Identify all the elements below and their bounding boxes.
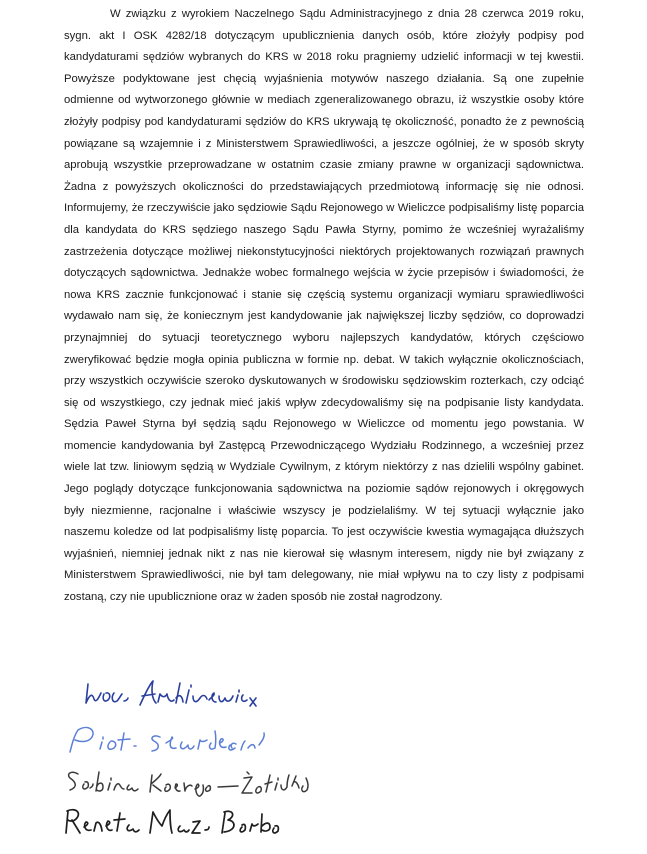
letter-paragraph: W związku z wyrokiem Naczelnego Sądu Administracyjnego z dnia 28 czerwca 2019 roku, sygn. akt I OSK 4282/18 dotyczącym upublicznienia danych osób, które złożyły podpisy pod kandydaturami sędziów wybranych do KRS w 2018 roku pragniemy udzielić informacji w tej kwestii. Powyższe podyktowane jest chęcią wyjaśnienia motywów naszego działania. Są one zupełnie odmienne od wytworzonego głównie w mediach zgeneralizowanego obrazu, iż wszystkie osoby które złożyły podpisy pod kandydaturami sędziów do KRS ukrywają tę okoliczność, ponadto że z pewnością powiązane są wzajemnie i z Ministerstwem Sprawiedliwości, a jeszcze ogólniej, że w sposób skryty aprobują wszystkie przeprowadzane w ostatnim czasie zmiany prawne w organizacji sądownictwa. Żadna z powyższych okoliczności do przedstawiających przedmiotową informację się nie odnosi. Informujemy, że rzeczywiście jako sędziowie Sądu Rejonowego w Wieliczce podpisaliśmy listę poparcia dla kandydata do KRS sędziego naszego Sądu Pawła Styrny, pomimo że wcześniej wyrażaliśmy zastrzeżenia dotyczące możliwej niekonstytucyjności niektórych projektowanych rozwiązań prawnych dotyczących sądownictwa. Jednakże wobec formalnego wejścia w życie przepisów i świadomości, że nowa KRS zacznie funkcjonować i stanie się częścią systemu organizacji wymiaru sprawiedliwości wydawało nam się, że koniecznym jest kandydowanie jak największej liczby sędziów, co doprowadzi przynajmniej do sytuacji teoretycznego wyboru najlepszych kandydatów, których częściowo zweryfikować będzie mogła opinia publiczna w formie np. debat. W takich wyłącznie okolicznościach, przy wszystkich oczywiście szeroko dyskutowanych w środowisku sędziowskim rozterkach, czy odciąć się od wszystkiego, czy jednak mieć jakiś wpływ zdecydowaliśmy się na podpisanie listy kandydata. Sędzia Paweł Styrna był sędzią sądu Rejonowego w Wieliczce od momentu jego powstania. W momencie kandydowania był Zastępcą Przewodniczącego Wydziału Rodzinnego, a wcześniej przez wiele lat tzw. liniowym sędzią w Wydziale Cywilnym, z którym niektórzy z nas dzielili wspólny gabinet. Jego poglądy dotyczące funkcjonowania sądownictwa na poziomie sądów rejonowych i okręgowych były niezmienne, racjonalne i właściwie wszyscy je podzielaliśmy. W tej sytuacji wyłącznie jako naszemu koledze od lat podpisaliśmy listę poparcia. To jest oczywiście kwestia wymagająca dłuższych wyjaśnień, niemniej jednak nikt z nas nie kierował się własnym interesem, nigdy nie był związany z Ministerstwem Sprawiedliwości, nie był tam delegowany, nie miał wpływu na to czy listy z podpisami zostaną, czy nie upublicznione oraz w żaden sposób nie został nagrodzony.: [64, 8, 584, 604]
signature-4-ink: [66, 810, 278, 833]
